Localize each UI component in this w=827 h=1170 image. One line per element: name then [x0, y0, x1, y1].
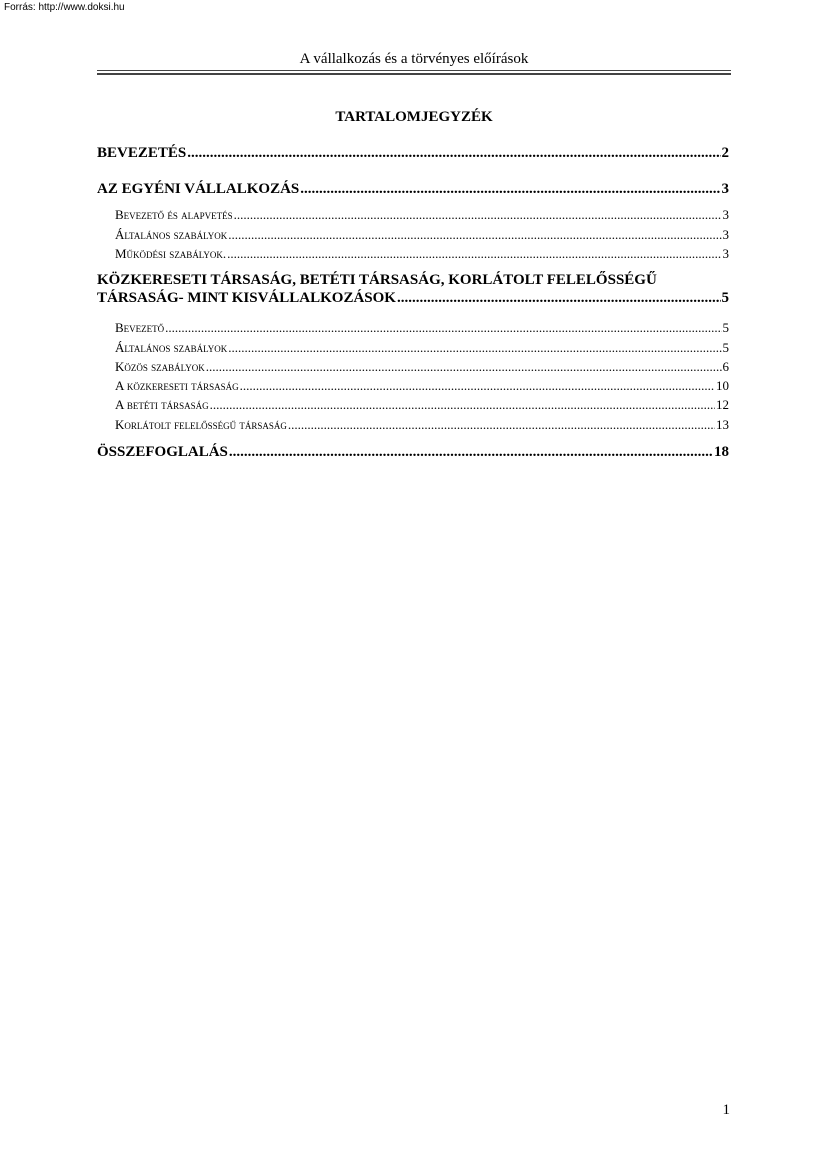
- toc-entry-kozos-szabalyok[interactable]: [97, 359, 729, 375]
- toc-entry-page: 5: [721, 290, 729, 306]
- header-rule-thick: [97, 73, 731, 75]
- source-label: Forrás: http://www.doksi.hu: [0, 0, 129, 16]
- toc-entry-title: A közkereseti társaság: [115, 378, 239, 393]
- toc-entry-bevezeto-es-alapvetes[interactable]: [97, 207, 729, 223]
- toc-leader-dots: [229, 443, 713, 461]
- toc-entry-egyeni-vallalkozas[interactable]: [97, 180, 729, 198]
- header-rule: [97, 70, 731, 71]
- toc-entry-title: Általános szabályok: [115, 227, 228, 242]
- toc-leader-dots: [228, 340, 721, 356]
- toc-entry-title: Bevezető: [115, 320, 165, 335]
- toc-entry-kozkereseti[interactable]: [97, 378, 729, 394]
- toc-leader-dots: [228, 227, 721, 243]
- toc-entry-title: AZ EGYÉNI VÁLLALKOZÁS: [97, 181, 300, 197]
- toc-entry-title: ÖSSZEFOGLALÁS: [97, 444, 228, 460]
- toc-entry-page: 5: [722, 340, 729, 355]
- toc-entry-page: 6: [722, 359, 729, 374]
- running-header: A vállalkozás és a törvényes előírások: [299, 51, 529, 67]
- toc-entry-page: 5: [722, 320, 729, 335]
- toc-entry-title: Általános szabályok: [115, 340, 228, 355]
- toc-entry-beteti-tarsasag[interactable]: [97, 397, 729, 413]
- toc-leader-dots: [187, 144, 720, 162]
- toc-entry-page: 10: [716, 378, 729, 393]
- toc-entry-bevezeto[interactable]: [97, 320, 729, 336]
- toc-leader-dots: [288, 417, 715, 433]
- toc-entry-title: A betéti társaság: [115, 397, 209, 412]
- toc-entry-title: Bevezető és alapvetés: [115, 207, 233, 222]
- toc-entry-page: 3: [722, 246, 729, 261]
- toc-entry-page: 3: [722, 207, 729, 222]
- toc-entry-kft[interactable]: [97, 417, 729, 433]
- toc-entry-kozkereseti-tarsasag[interactable]: [97, 271, 729, 307]
- page-number: 1: [722, 1102, 730, 1118]
- toc-leader-dots: [300, 180, 720, 198]
- toc-leader-dots: [206, 359, 722, 375]
- toc-leader-dots: [227, 246, 721, 262]
- toc-entry-title-line1: KÖZKERESETI TÁRSASÁG, BETÉTI TÁRSASÁG, KORLÁTOLT FELELŐSSÉGŰ: [97, 272, 657, 288]
- toc-leader-dots: [397, 289, 721, 307]
- toc-entry-altalanos-szabalyok-2[interactable]: [97, 340, 729, 356]
- toc-entry-title-line2: TÁRSASÁG- MINT KISVÁLLALKOZÁSOK: [97, 290, 396, 306]
- toc-entry-title: Korlátolt felelősségű társaság: [115, 417, 287, 432]
- toc-entry-page: 13: [716, 417, 729, 432]
- toc-entry-title: Közös szabályok: [115, 359, 205, 374]
- toc-entry-title: Működési szabályok.: [115, 246, 227, 261]
- toc-entry-page: 12: [716, 397, 729, 412]
- toc-entry-page: 3: [722, 227, 729, 242]
- toc-title: TARTALOMJEGYZÉK: [335, 109, 493, 125]
- toc-leader-dots: [210, 397, 715, 413]
- toc-entry-page: 3: [721, 181, 729, 197]
- toc-leader-dots: [234, 207, 722, 223]
- toc-entry-page: 2: [721, 145, 729, 161]
- toc-entry-osszefoglalas[interactable]: [97, 443, 729, 461]
- toc-entry-title: BEVEZETÉS: [97, 145, 187, 161]
- toc-entry-mukodesi-szabalyok[interactable]: [97, 246, 729, 262]
- toc-entry-page: 18: [714, 444, 729, 460]
- toc-entry-bevezetes[interactable]: [97, 144, 729, 162]
- toc-entry-altalanos-szabalyok[interactable]: [97, 227, 729, 243]
- toc-leader-dots: [240, 378, 715, 394]
- toc-leader-dots: [165, 320, 721, 336]
